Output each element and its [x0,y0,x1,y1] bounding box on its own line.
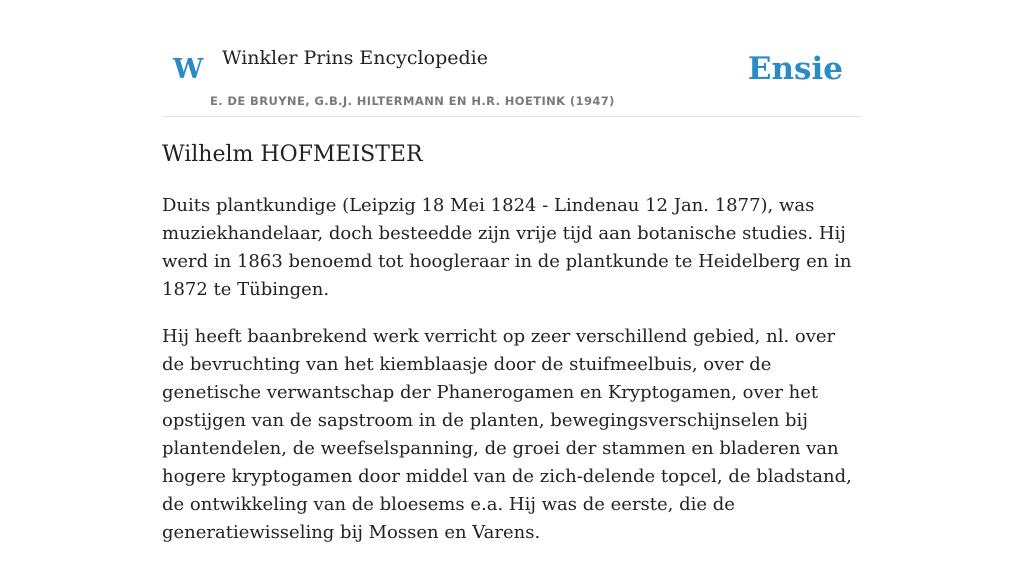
article-title: Wilhelm HOFMEISTER [162,142,423,167]
article-body [162,192,862,547]
book-title[interactable]: Winkler Prins Encyclopedie [222,47,488,69]
book-logo-link[interactable]: W [173,54,204,85]
article-paragraph: Hij heeft baanbrekend werk verricht op zeer verschillend gebied, nl. over de bevruchting van het kiemblaasje door de stuifmeelbuis, over de genetische verwantschap der Phanerogamen en Kryptogamen, over het opstijgen van de sapstroom in de planten, bewegingsverschijnselen bij plantendelen, de weefselspanning, de groei der stammen en bladeren van hogere kryptogamen door middel van de zich-delende topcel, de bladstand, de ontwikkeling van de bloesems e.a. Hij was de eerste, die de generatiewisseling bij Mossen en Varens. [162,326,852,543]
article-paragraph: Duits plantkundige (Leipzig 18 Mei 1824 - Lindenau 12 Jan. 1877), was muziekhandelaar, doch besteedde zijn vrije tijd aan botanische studies. Hij werd in 1863 benoemd tot hoogleraar in de plantkunde te Heidelberg en in 1872 te Tübingen. [162,195,852,300]
book-header [162,0,862,117]
ensie-brand-link[interactable]: Ensie [747,51,843,87]
book-authors: E. DE BRUYNE, G.B.J. HILTERMANN EN H.R. HOETINK (1947) [210,94,615,108]
article [162,138,862,566]
